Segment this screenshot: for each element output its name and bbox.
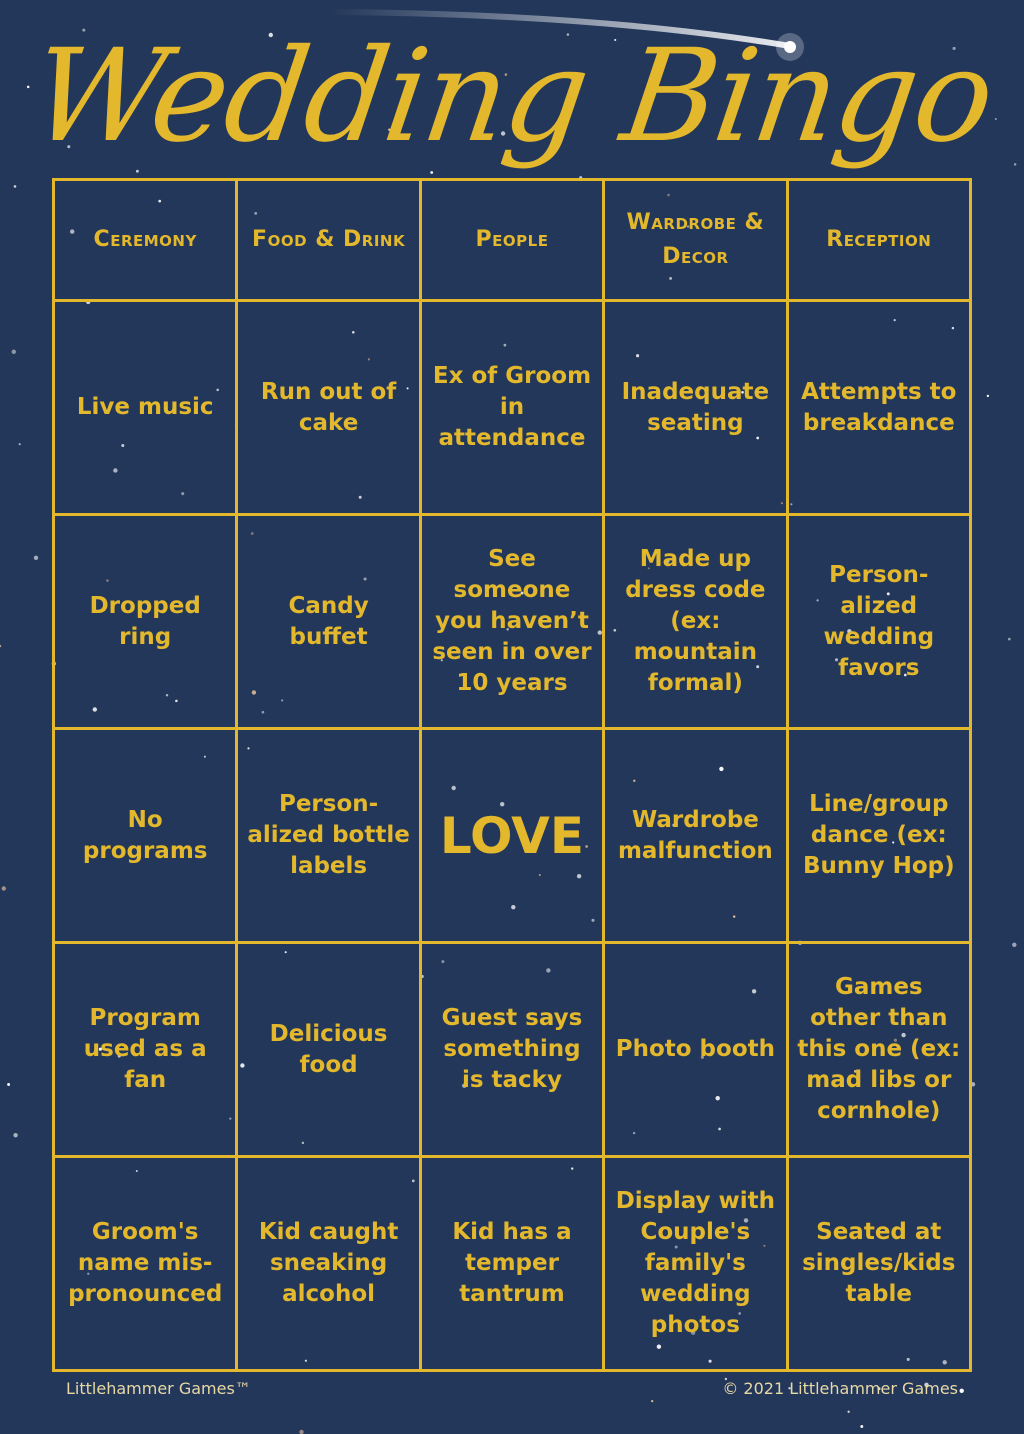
star-icon — [13, 1133, 17, 1137]
bingo-square[interactable]: Wardrobe malfunction — [604, 729, 787, 943]
star-icon — [1008, 638, 1011, 641]
star-icon — [34, 556, 38, 560]
bingo-square[interactable]: Inadequate seating — [604, 301, 787, 515]
page-title: Wedding Bingo — [23, 22, 1002, 171]
free-space-square[interactable]: LOVE — [420, 729, 603, 943]
column-header-wardrobe-decor: Wardrobe & Decor — [604, 180, 787, 301]
column-header-row — [54, 180, 971, 301]
bingo-square[interactable]: Line/group dance (ex: Bunny Hop) — [787, 729, 970, 943]
star-icon — [651, 1400, 653, 1402]
bingo-row — [54, 943, 971, 1157]
star-icon — [847, 1411, 849, 1413]
star-icon — [1012, 943, 1016, 947]
bingo-square[interactable]: Groom's name mis-pronounced — [54, 1157, 237, 1371]
bingo-square[interactable]: Display with Couple's family's wedding photos — [604, 1157, 787, 1371]
star-icon — [2, 886, 6, 890]
bingo-square[interactable]: Attempts to breakdance — [787, 301, 970, 515]
star-icon — [860, 1425, 863, 1428]
bingo-square[interactable]: No programs — [54, 729, 237, 943]
star-icon — [0, 645, 1, 647]
bingo-row — [54, 1157, 971, 1371]
bingo-square[interactable]: Dropped ring — [54, 515, 237, 729]
bingo-card — [52, 178, 972, 1372]
star-icon — [960, 1389, 964, 1393]
column-header-people: People — [420, 180, 603, 301]
bingo-square[interactable]: Run out of cake — [237, 301, 420, 515]
bingo-square[interactable]: Person-alized bottle labels — [237, 729, 420, 943]
column-header-reception: Reception — [787, 180, 970, 301]
star-icon — [987, 395, 989, 397]
bingo-row — [54, 515, 971, 729]
star-icon — [7, 1083, 10, 1086]
bingo-square[interactable]: Person-alized wedding favors — [787, 515, 970, 729]
star-icon — [299, 1430, 303, 1434]
bingo-square[interactable]: Seated at singles/kids table — [787, 1157, 970, 1371]
bingo-square[interactable]: Delicious food — [237, 943, 420, 1157]
bingo-square[interactable]: Kid caught sneaking alcohol — [237, 1157, 420, 1371]
bingo-square[interactable]: Games other than this one (ex: mad libs or cornhole) — [787, 943, 970, 1157]
star-icon — [12, 350, 16, 354]
column-header-food-drink: Food & Drink — [237, 180, 420, 301]
footer-copyright: © 2021 Littlehammer Games — [722, 1379, 958, 1398]
bingo-row — [54, 301, 971, 515]
footer-brand: Littlehammer Games™ — [66, 1379, 251, 1398]
bingo-square[interactable]: Photo booth — [604, 943, 787, 1157]
bingo-square[interactable]: Kid has a temper tantrum — [420, 1157, 603, 1371]
bingo-square[interactable]: Live music — [54, 301, 237, 515]
star-icon — [14, 185, 17, 188]
bingo-square[interactable]: Candy buffet — [237, 515, 420, 729]
bingo-row — [54, 729, 971, 943]
bingo-square[interactable]: Guest says something is tacky — [420, 943, 603, 1157]
column-header-ceremony: Ceremony — [54, 180, 237, 301]
star-icon — [19, 443, 21, 445]
bingo-square[interactable]: Ex of Groom in attendance — [420, 301, 603, 515]
bingo-square[interactable]: Program used as a fan — [54, 943, 237, 1157]
bingo-square[interactable]: See someone you haven’t seen in over 10 years — [420, 515, 603, 729]
bingo-square[interactable]: Made up dress code (ex: mountain formal) — [604, 515, 787, 729]
